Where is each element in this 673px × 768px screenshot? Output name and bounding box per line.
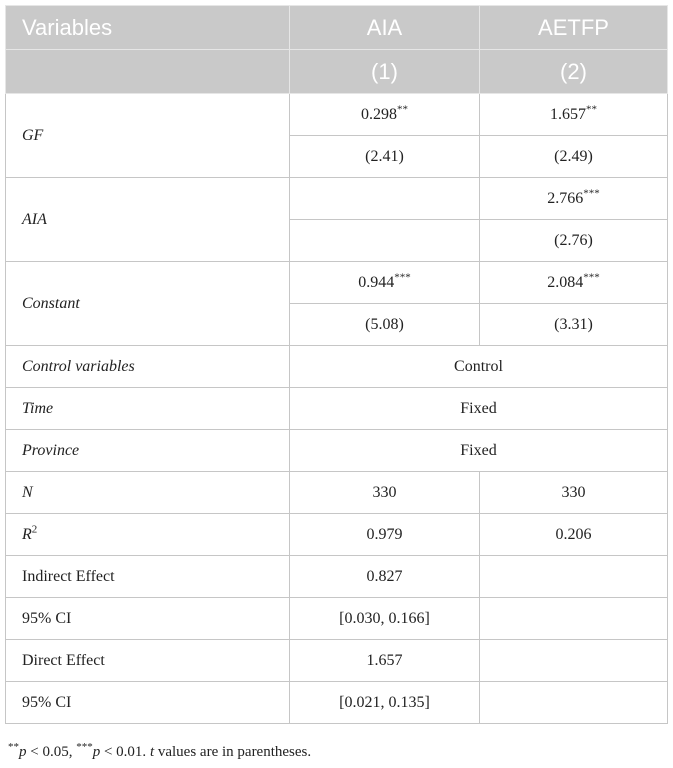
cell-ci-indirect-1: [0.030, 0.166] [290,598,480,640]
table-row [6,556,668,598]
cell-n-1: 330 [290,472,480,514]
cell-gf-t-2: (2.49) [480,136,668,178]
cell-constant-t-1: (5.08) [290,304,480,346]
cell-constant-t-2: (3.31) [480,304,668,346]
cell-indirect-1: 0.827 [290,556,480,598]
table-row [6,598,668,640]
row-label-control: Control variables [6,346,290,388]
row-label-ci-indirect: 95% CI [6,598,290,640]
cell-ci-direct-2 [480,682,668,724]
cell-r2-1: 0.979 [290,514,480,556]
table-row [6,514,668,556]
row-label-time: Time [6,388,290,430]
header-col1-number: (1) [290,50,480,94]
table-row [6,472,668,514]
row-label-ci-direct: 95% CI [6,682,290,724]
row-label-province: Province [6,430,290,472]
row-label-constant: Constant [6,262,290,346]
row-label-indirect-effect: Indirect Effect [6,556,290,598]
cell-time-value: Fixed [290,388,668,430]
table-row [6,640,668,682]
table-row [6,388,668,430]
row-label-r2: $R^2$ [6,514,290,556]
table-row [6,94,668,136]
header-col1: AIA [290,6,480,50]
cell-gf-t-1: (2.41) [290,136,480,178]
header-col2: AETFP [480,6,668,50]
cell-r2-2: 0.206 [480,514,668,556]
cell-n-2: 330 [480,472,668,514]
header-row [6,6,668,50]
header-col2-number: (2) [480,50,668,94]
cell-aia-coef-2: 2.766*** [480,178,668,220]
cell-direct-2 [480,640,668,682]
table-row [6,262,668,304]
cell-indirect-2 [480,556,668,598]
table-row [6,430,668,472]
row-label-n: N [6,472,290,514]
cell-ci-indirect-2 [480,598,668,640]
table-footnote: **p < 0.05, ***p < 0.01. t values are in parentheses. [8,741,312,760]
header-number-row [6,50,668,94]
row-label-aia: AIA [6,178,290,262]
cell-direct-1: 1.657 [290,640,480,682]
cell-constant-coef-2: 2.084*** [480,262,668,304]
header-variables: Variables [6,6,290,50]
table-header [6,6,668,94]
cell-province-value: Fixed [290,430,668,472]
header-blank [6,50,290,94]
cell-aia-coef-1 [290,178,480,220]
row-label-gf: GF [6,94,290,178]
cell-aia-t-1 [290,220,480,262]
cell-gf-coef-1: 0.298** [290,94,480,136]
cell-aia-t-2: (2.76) [480,220,668,262]
row-label-direct-effect: Direct Effect [6,640,290,682]
cell-control-value: Control [290,346,668,388]
cell-ci-direct-1: [0.021, 0.135] [290,682,480,724]
table-row [6,178,668,220]
regression-table [5,5,668,724]
cell-gf-coef-2: 1.657** [480,94,668,136]
cell-constant-coef-1: 0.944*** [290,262,480,304]
table-row [6,346,668,388]
table-row [6,682,668,724]
